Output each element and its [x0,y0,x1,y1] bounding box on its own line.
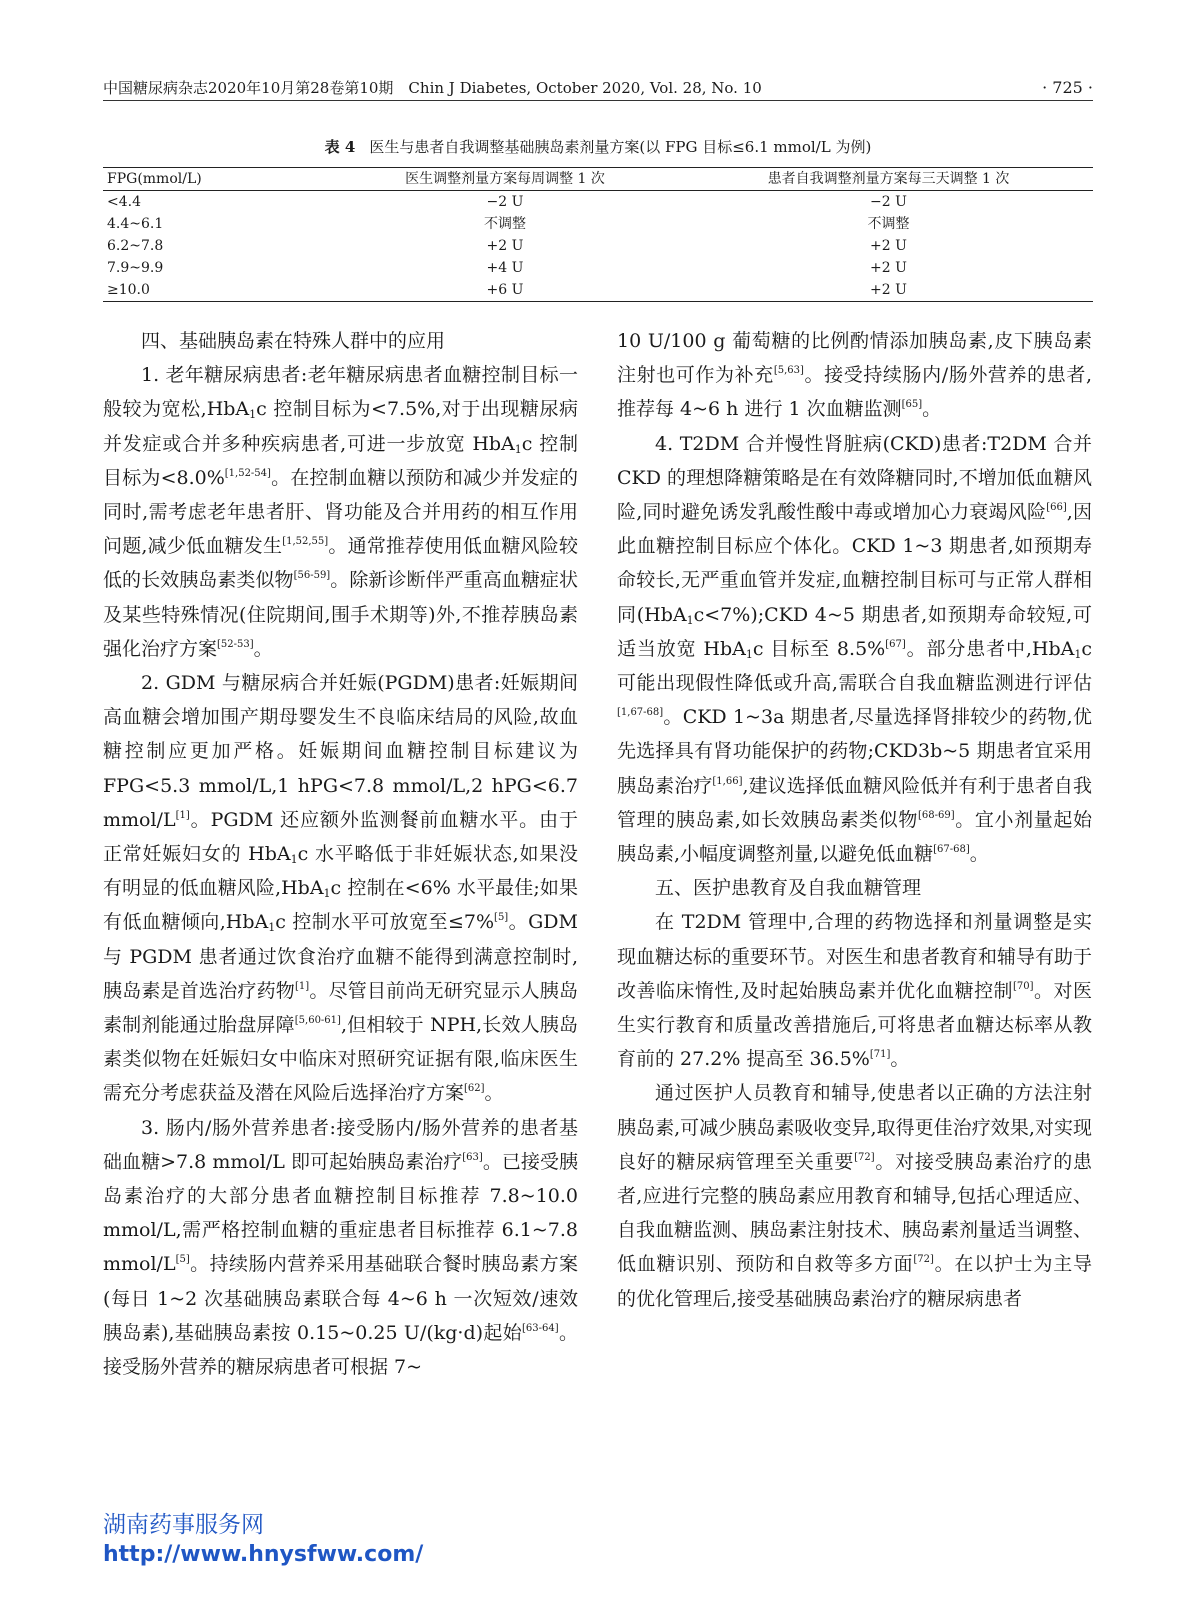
text-run: 。在以护士为主导的优化管理后,接受基础胰岛素治疗的糖尿病患者 [617,1253,1092,1310]
text-run: 。尽管目前尚无研究显示人胰岛素制剂能通过胎盘屏障 [103,979,578,1037]
citation-ref: [1,52,55] [282,536,329,548]
paragraph-education [617,905,1092,1076]
text-run: 。PGDM 还应额外监测餐前血糖水平。由于正常妊娠妇女的 HbA [103,808,578,866]
citation-ref: [1,67-68] [617,707,664,719]
table-header-row [103,168,1093,191]
citation-ref: [5,60-61] [294,1015,341,1027]
section-heading-4: 四、基础胰岛素在特殊人群中的应用 [141,330,446,352]
citation-ref: [71] [869,1049,891,1061]
paragraph-elderly [103,358,578,666]
table-cell: +2 U [870,238,907,254]
citation-ref: [68-69] [918,809,955,821]
hba1c-subscript: 1 [249,408,257,422]
table-cell: −2 U [486,194,524,210]
citation-ref: [56-59] [293,570,331,582]
paragraph-ckd [617,427,1092,872]
table-row [103,279,1093,302]
table-title: 医生与患者自我调整基础胰岛素剂量方案(以 FPG 目标≤6.1 mmol/L 为例) [369,138,872,156]
citation-ref: [1] [295,980,310,992]
text-run: c 控制目标为<8.0% [103,432,578,489]
citation-ref: [67-68] [933,844,970,856]
website-watermark [103,1510,423,1570]
citation-ref: [65] [901,399,923,411]
citation-ref: [5,63] [773,365,804,377]
text-run: 。 [890,1048,910,1071]
text-run: c 可能出现假性降低或升高,需联合自我血糖监测进行评估 [617,637,1092,695]
text-run: 。持续肠内营养采用基础联合餐时胰岛素方案(每日 1~2 次基础胰岛素联合每 4~6 h 一次短效/速效胰岛素),基础胰岛素按 0.15~0.25 U/(kg·d)起始 [103,1253,578,1344]
citation-ref: [63-64] [522,1322,559,1334]
text-run: 。已接受胰岛素治疗的大部分患者血糖控制目标推荐 7.8~10.0 mmol/L,需严格控制血糖的重症患者目标推荐 6.1~7.8 mmol/L [103,1150,578,1276]
hba1c-subscript: 1 [514,442,522,456]
text-run: 。 [922,398,942,421]
citation-ref: [72] [913,1254,934,1266]
citation-ref: [62] [464,1083,485,1095]
hba1c-subscript: 1 [1074,647,1082,661]
text-run: 。 [484,1082,504,1105]
column-header-fpg: FPG(mmol/L) [103,168,326,191]
page-number: · 725 · [1042,78,1093,97]
watermark-url[interactable]: http://www.hnysfww.com/ [103,1542,424,1567]
hba1c-subscript: 1 [290,853,298,867]
left-column [103,324,578,1384]
right-column [617,324,1092,1316]
text-run: 。宜小剂量起始胰岛素,小幅度调整剂量,以避免低血糖 [617,808,1092,866]
text-run: 3. 肠内/肠外营养患者:接受肠内/肠外营养的患者基础血糖>7.8 mmol/L 即可起始胰岛素治疗 [103,1116,578,1173]
insulin-dose-table [103,167,1093,302]
paragraph-nutrition [103,1111,578,1385]
table-cell: ≥10.0 [107,282,150,298]
text-run: 。对接受胰岛素治疗的患者,应进行完整的胰岛素应用教育和辅导,包括心理适应、自我血糖监测、胰岛素注射技术、胰岛素剂量适当调整、低血糖识别、预防和自救等多方面 [617,1150,1093,1276]
text-run: c 控制在<6% 水平最佳;如果有低血糖倾向,HbA [103,877,579,934]
table-cell: +4 U [486,260,524,276]
text-run: ,建议选择低血糖风险低并有利于患者自我管理的胰岛素,如长效胰岛素类似物 [617,774,1092,831]
citation-ref: [72] [854,1151,875,1163]
hba1c-subscript: 1 [323,887,331,901]
citation-ref: [1,52-54] [224,467,271,479]
text-run: ,因此血糖控制目标应个体化。CKD 1~3 期患者,如预期寿命较长,无严重血管并发症,血糖控制目标可与正常人群相同(HbA [617,501,1092,626]
running-header [103,76,1093,100]
table-row [103,213,1093,235]
text-run: 。 [253,637,273,660]
table-cell: −2 U [870,194,907,210]
text-run: 。除新诊断伴严重高血糖症状及某些特殊情况(住院期间,围手术期等)外,不推荐胰岛素强化治疗方案 [103,569,578,660]
text-run: 。接受肠外营养的糖尿病患者可根据 7~ [103,1321,578,1379]
text-run: 1. 老年糖尿病患者:老年糖尿病患者血糖控制目标一般较为宽松,HbA [103,364,578,421]
text-run: c 控制水平可放宽至≤7% [275,911,495,934]
text-run: 。 [969,843,989,866]
hba1c-subscript: 1 [686,613,694,627]
text-run: 。通常推荐使用低血糖风险较低的长效胰岛素类似物 [103,535,578,592]
citation-ref: [52-53] [217,638,254,650]
citation-ref: [1] [175,809,190,821]
table-row [103,191,1093,214]
text-run: 。GDM 与 PGDM 患者通过饮食治疗血糖不能得到满意控制时,胰岛素是首选治疗药物 [103,911,578,1002]
table-cell: 不调整 [867,216,910,232]
table-cell: 不调整 [484,216,526,232]
table-cell: 7.9~9.9 [107,260,164,276]
header-rule [103,100,1093,101]
column-header-patient: 患者自我调整剂量方案每三天调整 1 次 [684,168,1093,191]
citation-ref: [70] [1013,980,1034,992]
text-run: c<7%);CKD 4~5 期患者,如预期寿命较短,可适当放宽 HbA [617,603,1092,660]
hba1c-subscript: 1 [745,647,753,661]
table-caption [103,136,1093,158]
text-run: c 目标至 8.5% [752,637,886,660]
text-run: 10 U/100 g 葡萄糖的比例酌情添加胰岛素,皮下胰岛素注射也可作为补充 [617,330,1092,387]
table-cell: +6 U [486,282,524,298]
table-cell: +2 U [870,282,907,298]
text-run: 。CKD 1~3a 期患者,尽量选择肾排较少的药物,优先选择具有肾功能保护的药物;CKD3b~5 期患者宜采用胰岛素治疗 [617,706,1092,797]
table-cell: 6.2~7.8 [107,238,164,254]
text-run: 。在控制血糖以预防和减少并发症的同时,需考虑老年患者肝、肾功能及合并用药的相互作用问题,减少低血糖发生 [103,466,578,558]
table-row [103,257,1093,279]
citation-ref: [66] [1046,502,1067,514]
citation-ref: [5] [175,1254,190,1266]
hba1c-subscript: 1 [268,921,276,935]
text-run: 在 T2DM 管理中,合理的药物选择和剂量调整是实现血糖达标的重要环节。对医生和患者教育和辅导有助于改善临床惰性,及时起始胰岛素并优化血糖控制 [617,911,1093,1002]
citation-ref: [1,66] [712,775,743,787]
citation-ref: [67] [885,638,906,650]
text-run: 4. T2DM 合并慢性肾脏病(CKD)患者:T2DM 合并 CKD 的理想降糖策略是在有效降糖同时,不增加低血糖风险,同时避免诱发乳酸性酸中毒或增加心力衰竭风险 [617,432,1092,524]
table-cell: <4.4 [107,194,141,210]
table-row [103,235,1093,257]
table-cell: +2 U [486,238,524,254]
section-heading-5: 五、医护患教育及自我血糖管理 [655,877,922,900]
paragraph-gdm [103,666,578,1111]
text-run: 通过医护人员教育和辅导,使患者以正确的方法注射胰岛素,可减少胰岛素吸收变异,取得更佳治疗效果,对实现良好的糖尿病管理至关重要 [617,1082,1092,1173]
journal-citation: 中国糖尿病杂志2020年10月第28卷第10期 Chin J Diabetes, October 2020, Vol. 28, No. 10 [103,79,762,97]
table-label: 表 4 [324,138,356,156]
column-header-doctor: 医生调整剂量方案每周调整 1 次 [326,168,684,191]
text-run: c 水平略低于非妊娠状态,如果没有明显的低血糖风险,HbA [103,843,578,900]
paragraph-injection [617,1076,1092,1315]
table-cell: 4.4~6.1 [107,216,164,232]
text-run: ,但相较于 NPH,长效人胰岛素类似物在妊娠妇女中临床对照研究证据有限,临床医生需充分考虑获益及潜在风险后选择治疗方案 [103,1014,578,1105]
table-cell: +2 U [870,260,907,276]
text-run: 。接受持续肠内/肠外营养的患者,推荐每 4~6 h 进行 1 次血糖监测 [617,364,1092,421]
paragraph-nutrition-continued [617,324,1092,427]
citation-ref: [63] [462,1151,483,1163]
citation-ref: [5] [494,912,509,924]
text-run: 。对医生实行教育和质量改善措施后,可将患者血糖达标率从教育前的 27.2% 提高至 36.5% [617,979,1092,1071]
watermark-site-name: 湖南药事服务网 [103,1512,264,1538]
text-run: c 控制目标为<7.5%,对于出现糖尿病并发症或合并多种疾病患者,可进一步放宽 HbA [103,398,578,455]
text-run: 2. GDM 与糖尿病合并妊娠(PGDM)患者:妊娠期间高血糖会增加围产期母婴发生不良临床结局的风险,故血糖控制应更加严格。妊娠期间血糖控制目标建议为 FPG<5.3 mmol/L,1 hPG<7.8 mmol/L,2 hPG<6.7 mmol/L [103,672,578,831]
text-run: 。部分患者中,HbA [905,637,1075,660]
